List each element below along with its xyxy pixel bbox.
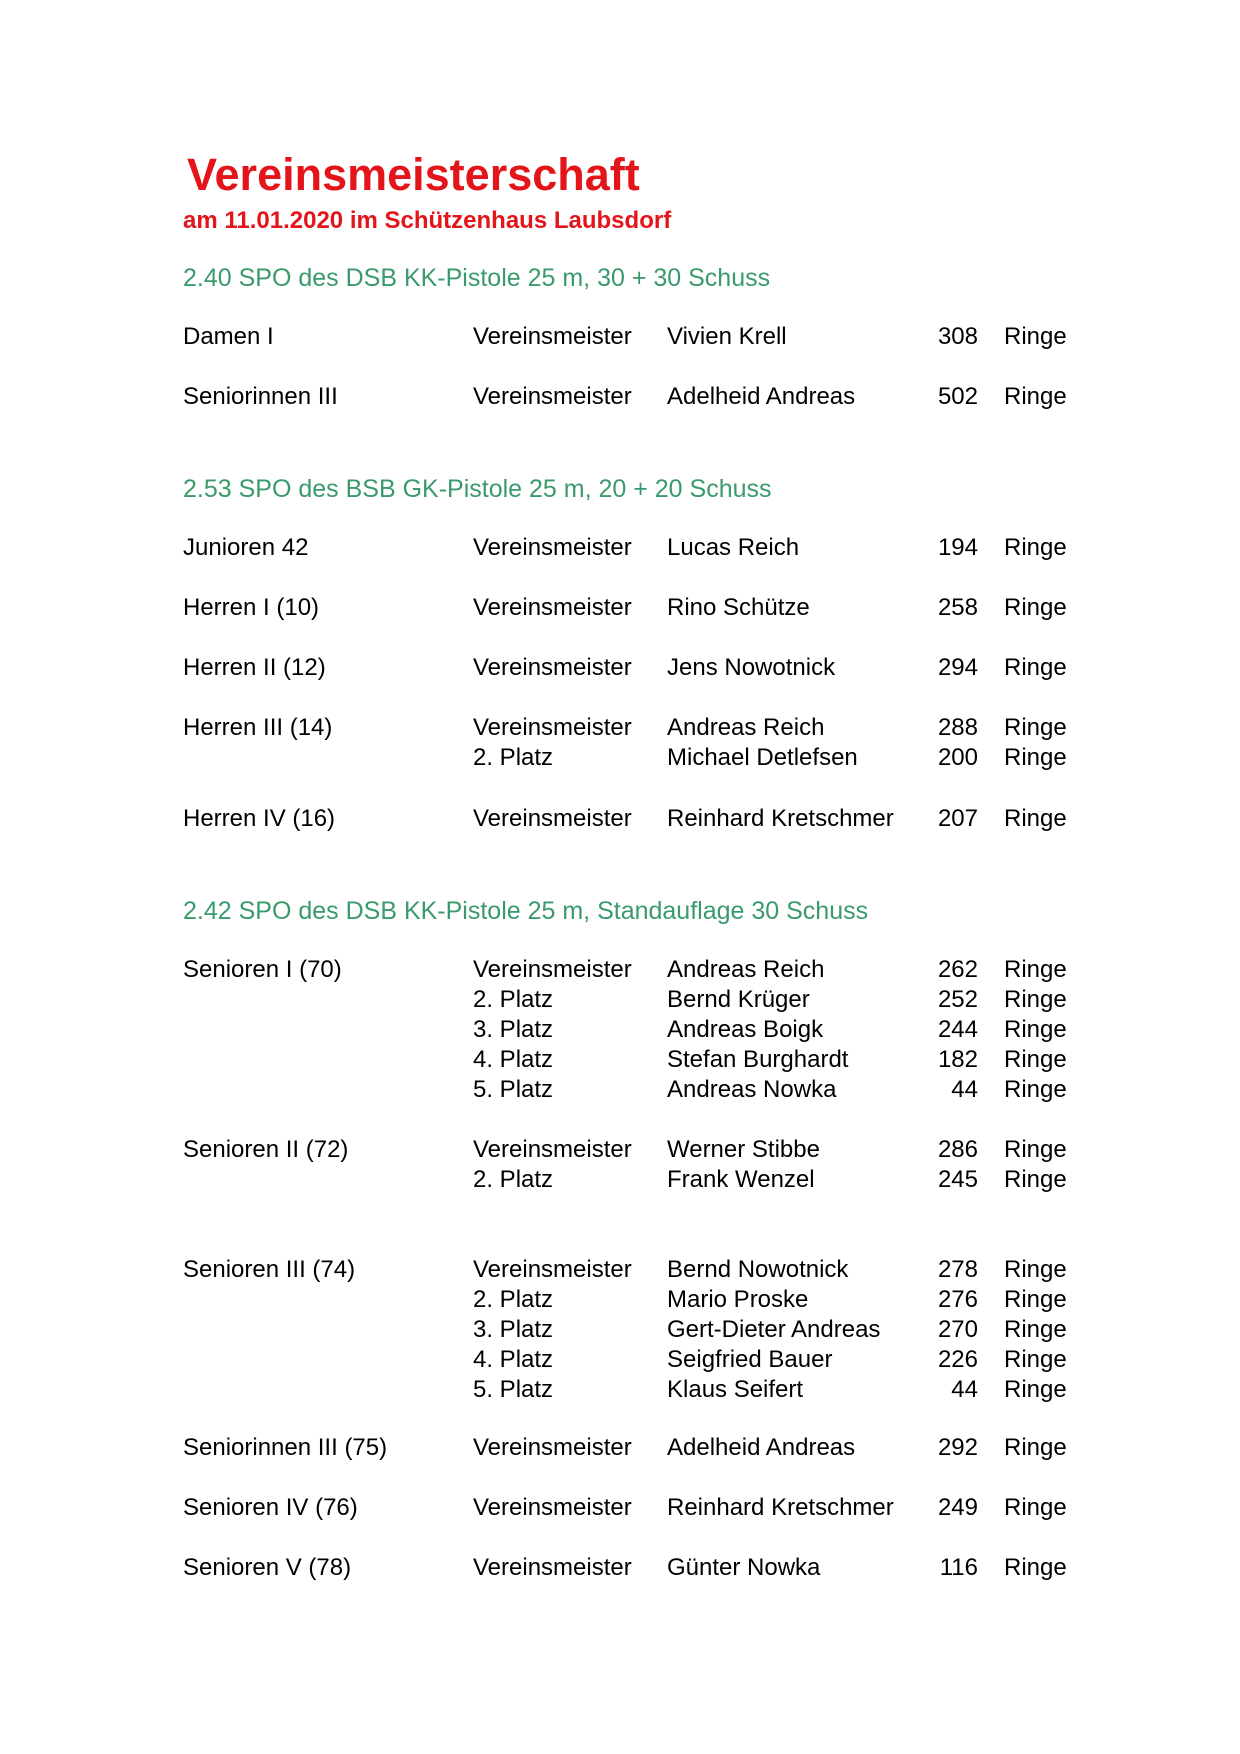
score-value: 244 (937, 1016, 978, 1043)
score-unit: Ringe (1004, 383, 1067, 410)
score-unit: Ringe (1004, 1286, 1067, 1313)
score-unit: Ringe (1004, 1316, 1067, 1343)
score-unit: Ringe (1004, 1256, 1067, 1283)
placement-label: Vereinsmeister (473, 956, 632, 983)
result-row (0, 713, 1240, 743)
result-row (0, 1345, 1240, 1375)
shooter-name: Rino Schütze (667, 594, 810, 621)
shooter-name: Vivien Krell (667, 323, 787, 350)
score-unit: Ringe (1004, 654, 1067, 681)
placement-label: Vereinsmeister (473, 1554, 632, 1581)
result-row (0, 533, 1240, 563)
shooter-name: Reinhard Kretschmer (667, 1494, 894, 1521)
score-unit: Ringe (1004, 1376, 1067, 1403)
page-subtitle: am 11.01.2020 im Schützenhaus Laubsdorf (183, 207, 672, 234)
score-unit: Ringe (1004, 1166, 1067, 1193)
score-value: 44 (951, 1076, 978, 1103)
shooter-name: Bernd Krüger (667, 986, 810, 1013)
category-label: Senioren V (78) (183, 1554, 352, 1581)
category-label: Junioren 42 (183, 534, 309, 561)
placement-label: 2. Platz (473, 986, 554, 1013)
score-unit: Ringe (1004, 534, 1067, 561)
shooter-name: Adelheid Andreas (667, 383, 856, 410)
placement-label: 4. Platz (473, 1346, 554, 1373)
shooter-name: Gert-Dieter Andreas (667, 1316, 881, 1343)
shooter-name: Andreas Nowka (667, 1076, 837, 1103)
placement-label: Vereinsmeister (473, 1494, 632, 1521)
result-row (0, 1255, 1240, 1285)
score-value: 292 (937, 1434, 978, 1461)
score-unit: Ringe (1004, 1434, 1067, 1461)
score-value: 252 (937, 986, 978, 1013)
shooter-name: Mario Proske (667, 1286, 809, 1313)
score-value: 294 (937, 654, 978, 681)
category-label: Senioren IV (76) (183, 1494, 358, 1521)
shooter-name: Stefan Burghardt (667, 1046, 849, 1073)
placement-label: Vereinsmeister (473, 1256, 632, 1283)
score-unit: Ringe (1004, 986, 1067, 1013)
placement-label: 5. Platz (473, 1076, 554, 1103)
score-value: 278 (937, 1256, 978, 1283)
section-heading: 2.42 SPO des DSB KK-Pistole 25 m, Standauflage 30 Schuss (183, 897, 869, 925)
result-row (0, 593, 1240, 623)
result-row (0, 1135, 1240, 1165)
score-unit: Ringe (1004, 323, 1067, 350)
shooter-name: Klaus Seifert (667, 1376, 804, 1403)
result-row (0, 1015, 1240, 1045)
score-unit: Ringe (1004, 1046, 1067, 1073)
score-value: 116 (939, 1554, 978, 1581)
score-value: 207 (937, 805, 978, 832)
result-row (0, 382, 1240, 412)
category-label: Herren III (14) (183, 714, 333, 741)
score-value: 182 (937, 1046, 978, 1073)
placement-label: 5. Platz (473, 1376, 554, 1403)
score-unit: Ringe (1004, 805, 1067, 832)
score-value: 44 (951, 1376, 978, 1403)
result-row (0, 1433, 1240, 1463)
shooter-name: Reinhard Kretschmer (667, 805, 894, 832)
result-row (0, 322, 1240, 352)
result-row (0, 1375, 1240, 1405)
score-value: 502 (937, 383, 978, 410)
category-label: Seniorinnen III (183, 383, 338, 410)
result-row (0, 1165, 1240, 1195)
shooter-name: Bernd Nowotnick (667, 1256, 849, 1283)
score-unit: Ringe (1004, 1016, 1067, 1043)
score-unit: Ringe (1004, 594, 1067, 621)
result-row (0, 653, 1240, 683)
score-unit: Ringe (1004, 1554, 1067, 1581)
score-value: 258 (937, 594, 978, 621)
category-label: Senioren I (70) (183, 956, 342, 983)
score-value: 245 (937, 1166, 978, 1193)
result-row (0, 804, 1240, 834)
shooter-name: Frank Wenzel (667, 1166, 815, 1193)
placement-label: 2. Platz (473, 1286, 554, 1313)
category-label: Seniorinnen III (75) (183, 1434, 388, 1461)
score-value: 262 (937, 956, 978, 983)
score-value: 308 (937, 323, 978, 350)
placement-label: Vereinsmeister (473, 383, 632, 410)
section-heading: 2.40 SPO des DSB KK-Pistole 25 m, 30 + 30 Schuss (183, 264, 771, 292)
score-value: 249 (937, 1494, 978, 1521)
score-value: 226 (937, 1346, 978, 1373)
shooter-name: Seigfried Bauer (667, 1346, 833, 1373)
score-unit: Ringe (1004, 956, 1067, 983)
score-value: 286 (937, 1136, 978, 1163)
category-label: Herren II (12) (183, 654, 326, 681)
section-heading: 2.53 SPO des BSB GK-Pistole 25 m, 20 + 20 Schuss (183, 475, 772, 503)
page-title: Vereinsmeisterschaft (187, 149, 640, 200)
result-row (0, 1285, 1240, 1315)
score-value: 276 (937, 1286, 978, 1313)
placement-label: Vereinsmeister (473, 1136, 632, 1163)
category-label: Herren I (10) (183, 594, 320, 621)
result-row (0, 1553, 1240, 1583)
placement-label: 3. Platz (473, 1316, 554, 1343)
placement-label: 3. Platz (473, 1016, 554, 1043)
shooter-name: Werner Stibbe (667, 1136, 820, 1163)
placement-label: Vereinsmeister (473, 805, 632, 832)
result-row (0, 1075, 1240, 1105)
placement-label: Vereinsmeister (473, 714, 632, 741)
score-unit: Ringe (1004, 1346, 1067, 1373)
placement-label: Vereinsmeister (473, 1434, 632, 1461)
shooter-name: Andreas Reich (667, 714, 825, 741)
score-unit: Ringe (1004, 744, 1067, 771)
result-row (0, 1045, 1240, 1075)
placement-label: 2. Platz (473, 1166, 554, 1193)
score-unit: Ringe (1004, 1136, 1067, 1163)
score-value: 194 (937, 534, 978, 561)
placement-label: 4. Platz (473, 1046, 554, 1073)
shooter-name: Günter Nowka (667, 1554, 821, 1581)
category-label: Damen I (183, 323, 274, 350)
shooter-name: Jens Nowotnick (667, 654, 836, 681)
result-row (0, 1315, 1240, 1345)
score-value: 270 (937, 1316, 978, 1343)
shooter-name: Andreas Reich (667, 956, 825, 983)
shooter-name: Lucas Reich (667, 534, 800, 561)
placement-label: 2. Platz (473, 744, 554, 771)
placement-label: Vereinsmeister (473, 654, 632, 681)
score-unit: Ringe (1004, 714, 1067, 741)
placement-label: Vereinsmeister (473, 323, 632, 350)
result-row (0, 1493, 1240, 1523)
shooter-name: Adelheid Andreas (667, 1434, 856, 1461)
score-value: 288 (937, 714, 978, 741)
placement-label: Vereinsmeister (473, 534, 632, 561)
category-label: Senioren II (72) (183, 1136, 349, 1163)
score-unit: Ringe (1004, 1494, 1067, 1521)
score-value: 200 (937, 744, 978, 771)
result-row (0, 743, 1240, 773)
score-unit: Ringe (1004, 1076, 1067, 1103)
shooter-name: Michael Detlefsen (667, 744, 858, 771)
result-row (0, 955, 1240, 985)
shooter-name: Andreas Boigk (667, 1016, 824, 1043)
result-row (0, 985, 1240, 1015)
category-label: Senioren III (74) (183, 1256, 356, 1283)
placement-label: Vereinsmeister (473, 594, 632, 621)
category-label: Herren IV (16) (183, 805, 336, 832)
